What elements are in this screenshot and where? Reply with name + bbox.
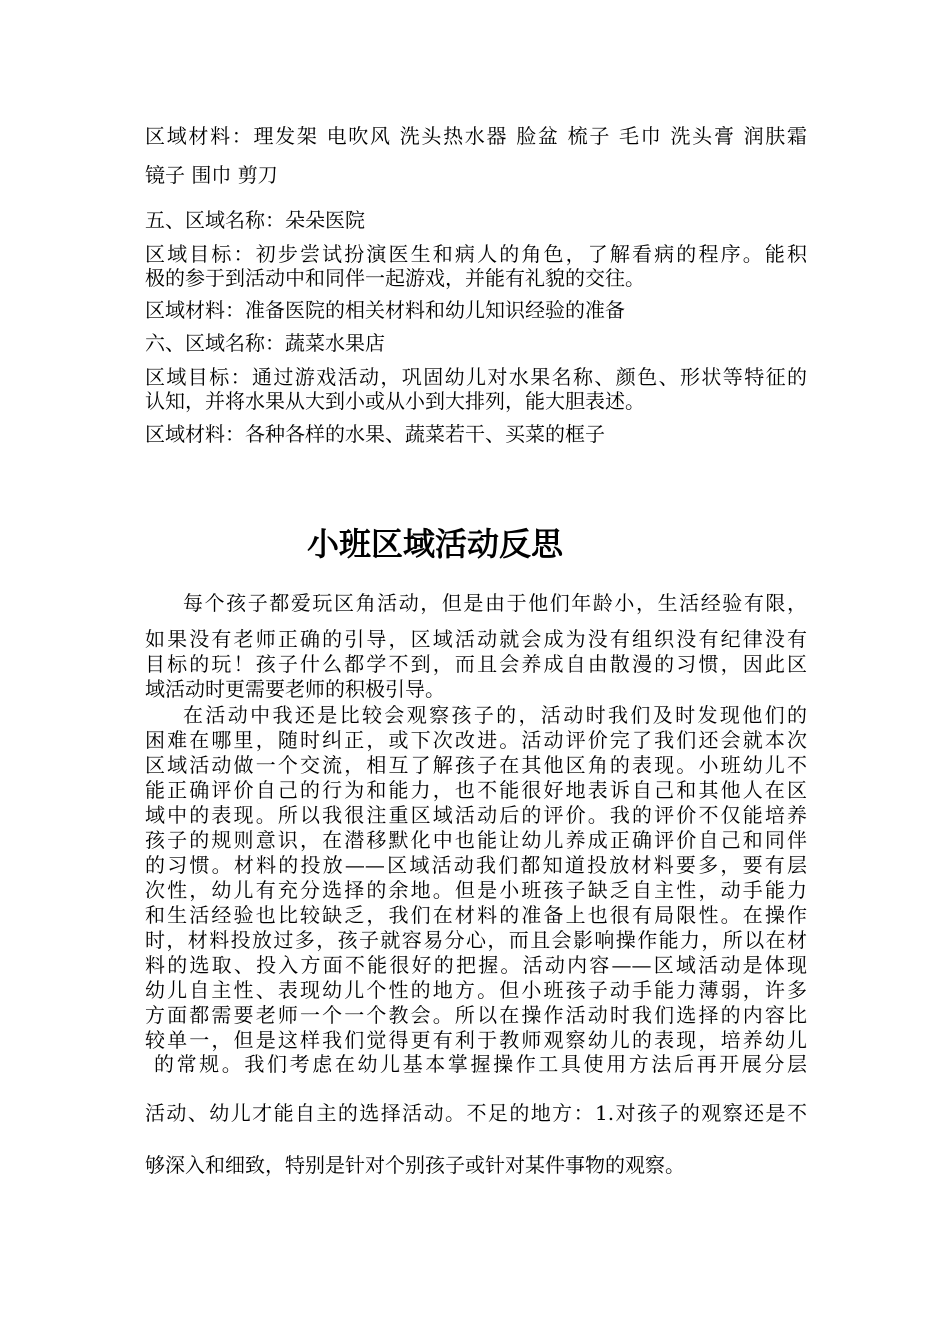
reflection-p2-line: 料的选取、投入方面不能很好的把握。活动内容——区域活动是体现 [145, 953, 807, 977]
reflection-p2-line: 困难在哪里，随时纠正，或下次改进。活动评价完了我们还会就本次 [145, 728, 807, 752]
reflection-p2-line: 孩子的规则意识，在潜移默化中也能让幼儿养成正确评价自己和同伴 [145, 828, 807, 852]
reflection-p1-line: 目标的玩！孩子什么都学不到，而且会养成自由散漫的习惯，因此区 [145, 652, 807, 676]
reflection-p2-line: 区域活动做一个交流，相互了解孩子在其他区角的表现。小班幼儿不 [145, 753, 807, 777]
reflection-p2-line: 能正确评价自己的行为和能力，也不能很好地表诉自己和其他人在区 [145, 778, 807, 802]
reflection-p2-line: 域中的表现。所以我很注重区域活动后的评价。我的评价不仅能培养 [145, 803, 807, 827]
reflection-p2-line: 的常规。我们考虑在幼儿基本掌握操作工具使用方法后再开展分层 [145, 1052, 807, 1076]
reflection-p3-line: 活动、幼儿才能自主的选择活动。不足的地方：1.对孩子的观察还是不 [145, 1101, 807, 1125]
reflection-p2-line: 幼儿自主性、表现幼儿个性的地方。但小班孩子动手能力薄弱，许多 [145, 978, 807, 1002]
area-goal-5-line1: 区域目标：初步尝试扮演医生和病人的角色，了解看病的程序。能积 [145, 242, 807, 266]
reflection-p1-line: 域活动时更需要老师的积极引导。 [145, 677, 445, 701]
reflection-title: 小班区域活动反思 [306, 525, 563, 563]
area-name-6: 六、区域名称：蔬菜水果店 [145, 331, 385, 355]
area-material-5: 区域材料：准备医院的相关材料和幼儿知识经验的准备 [145, 298, 625, 322]
material-4-line2: 镜子 围巾 剪刀 [145, 163, 278, 187]
material-4-line1: 区域材料：理发架 电吹风 洗头热水器 脸盆 梳子 毛巾 洗头膏 润肤霜 [145, 124, 807, 148]
reflection-p3-line: 够深入和细致，特别是针对个别孩子或针对某件事物的观察。 [145, 1153, 685, 1177]
area-goal-5-line2: 极的参于到活动中和同伴一起游戏，并能有礼貌的交往。 [145, 266, 645, 290]
area-material-6: 区域材料：各种各样的水果、蔬菜若干、买菜的框子 [145, 422, 605, 446]
reflection-p2-line: 的习惯。材料的投放——区域活动我们都知道投放材料要多，要有层 [145, 853, 807, 877]
reflection-p2-line: 较单一，但是这样我们觉得更有利于教师观察幼儿的表现，培养幼儿 [145, 1028, 807, 1052]
reflection-p2-line: 方面都需要老师一个一个教会。所以在操作活动时我们选择的内容比 [145, 1003, 807, 1027]
reflection-p1-line: 如果没有老师正确的引导，区域活动就会成为没有组织没有纪律没有 [145, 627, 807, 651]
reflection-p2-line: 时，材料投放过多，孩子就容易分心，而且会影响操作能力，所以在材 [145, 928, 807, 952]
area-goal-6-line2: 认知，并将水果从大到小或从小到大排列，能大胆表述。 [145, 389, 645, 413]
reflection-p1-line: 每个孩子都爱玩区角活动，但是由于他们年龄小，生活经验有限， [183, 591, 807, 615]
reflection-p2-line: 在活动中我还是比较会观察孩子的，活动时我们及时发现他们的 [183, 703, 807, 727]
reflection-p2-line: 次性，幼儿有充分选择的余地。但是小班孩子缺乏自主性，动手能力 [145, 878, 807, 902]
reflection-p2-line: 和生活经验也比较缺乏，我们在材料的准备上也很有局限性。在操作 [145, 903, 807, 927]
area-name-5: 五、区域名称：朵朵医院 [145, 208, 365, 232]
area-goal-6-line1: 区域目标：通过游戏活动，巩固幼儿对水果名称、颜色、形状等特征的 [145, 365, 807, 389]
